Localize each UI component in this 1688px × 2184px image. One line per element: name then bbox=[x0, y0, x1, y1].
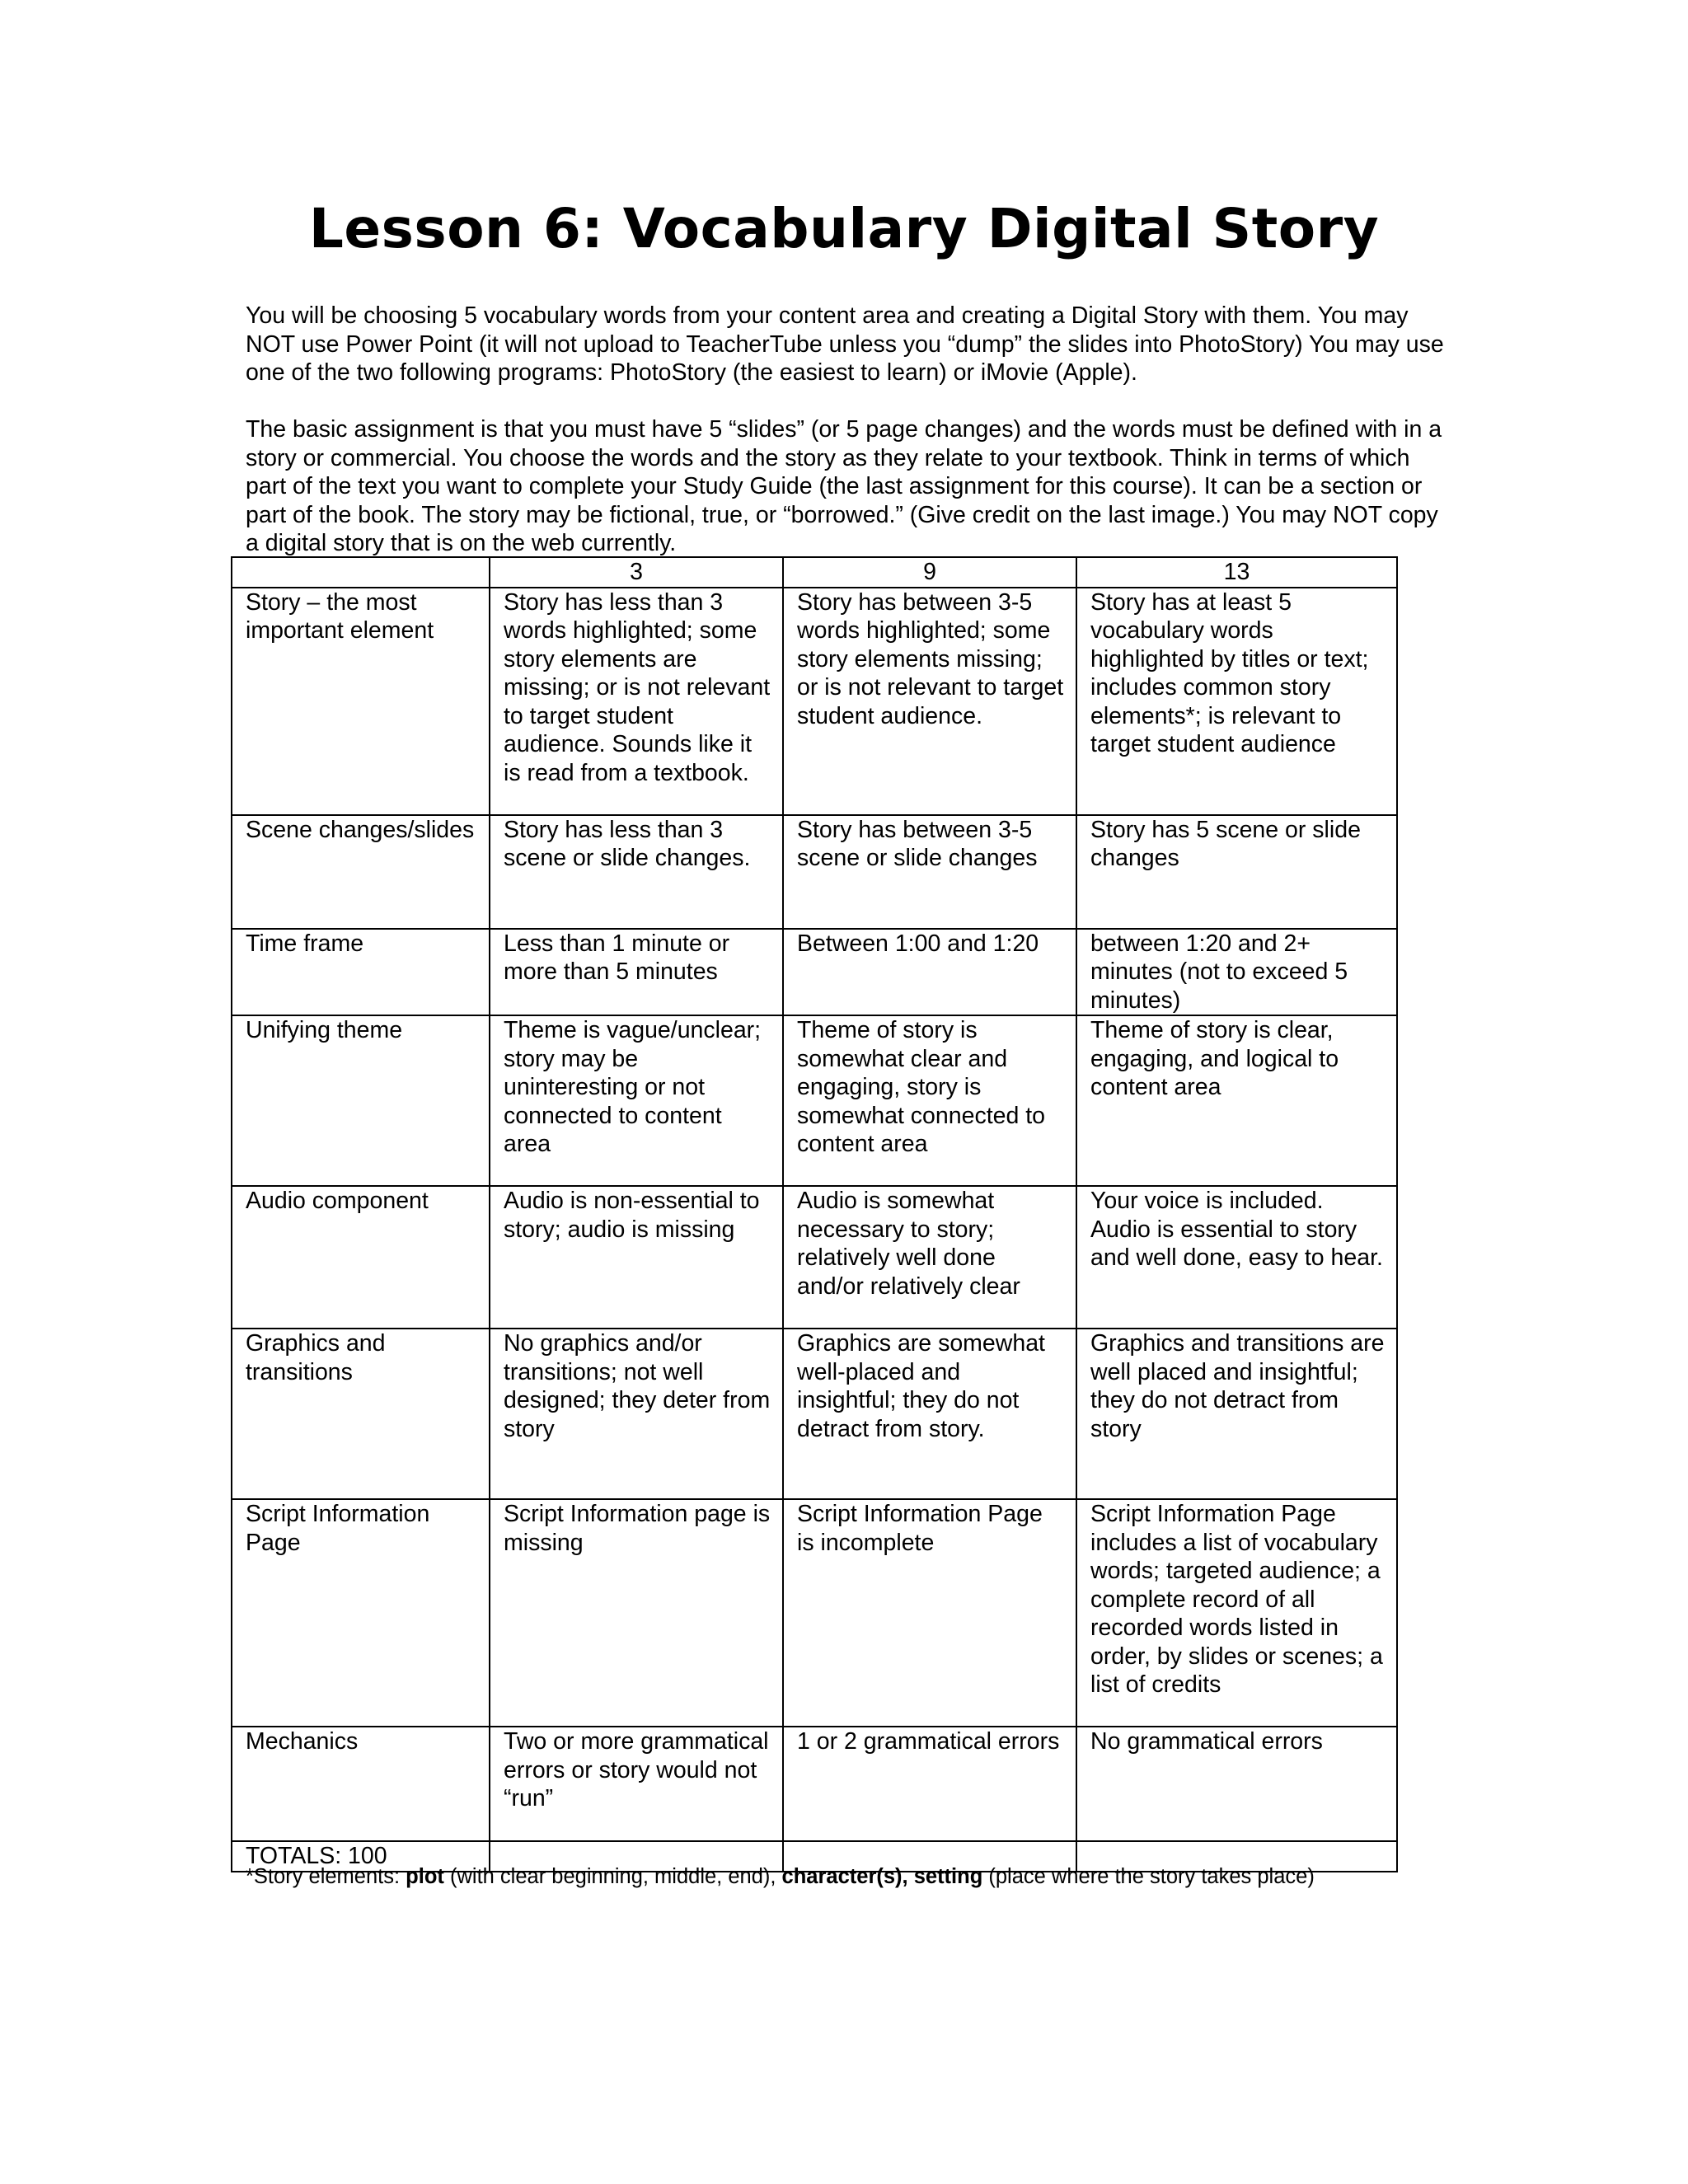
story-elements-footnote bbox=[246, 1864, 1482, 1889]
rubric-header-row bbox=[232, 557, 1397, 588]
criterion-cell: Graphics and transitions bbox=[232, 1329, 490, 1499]
criterion-cell: Story – the most important element bbox=[232, 588, 490, 815]
score-13-cell: Story has at least 5 vocabulary words highlighted by titles or text; includes common story elements*; is relevant to target student audience bbox=[1076, 588, 1397, 815]
score-3-cell: Script Information page is missing bbox=[490, 1499, 783, 1727]
header-criterion bbox=[232, 557, 490, 588]
score-9-cell: Script Information Page is incomplete bbox=[783, 1499, 1076, 1727]
score-9-cell: 1 or 2 grammatical errors bbox=[783, 1727, 1076, 1841]
score-9-cell: Theme of story is somewhat clear and engaging, story is somewhat connected to content area bbox=[783, 1015, 1076, 1186]
rubric-row-scene-changes bbox=[232, 815, 1397, 929]
header-score-13: 13 bbox=[1076, 557, 1397, 588]
rubric-row-script-info bbox=[232, 1499, 1397, 1727]
intro-paragraph-2: The basic assignment is that you must have 5 “slides” (or 5 page changes) and the words must be defined with in a story or commercial. You choose the words and the story as they relate to your textbook. Think in terms of which part of the text you want to complete your Study Guide (the last assignment for this course). It can be a section or part of the book. The story may be fictional, true, or “borrowed.” (Give credit on the last image.) You may NOT copy a digital story that is on the web currently. bbox=[246, 416, 1442, 556]
score-3-cell: Less than 1 minute or more than 5 minutes bbox=[490, 929, 783, 1016]
score-3-cell: Theme is vague/unclear; story may be uninteresting or not connected to content area bbox=[490, 1015, 783, 1186]
footnote-term-plot: plot bbox=[406, 1865, 444, 1888]
score-9-cell: Audio is somewhat necessary to story; relatively well done and/or relatively clear bbox=[783, 1186, 1076, 1329]
score-13-cell: Story has 5 scene or slide changes bbox=[1076, 815, 1397, 929]
rubric-row-mechanics bbox=[232, 1727, 1397, 1841]
footnote-text-1: (with clear beginning, middle, end), bbox=[443, 1865, 782, 1888]
rubric-table bbox=[231, 556, 1398, 1872]
criterion-cell: Mechanics bbox=[232, 1727, 490, 1841]
rubric-row-time-frame bbox=[232, 929, 1397, 1016]
score-9-cell: Story has between 3-5 scene or slide changes bbox=[783, 815, 1076, 929]
criterion-cell: Unifying theme bbox=[232, 1015, 490, 1186]
score-13-cell: between 1:20 and 2+ minutes (not to exceed 5 minutes) bbox=[1076, 929, 1397, 1016]
intro-paragraph-1: You will be choosing 5 vocabulary words from your content area and creating a Digital Story with them. You may NOT use Power Point (it will not upload to TeacherTube unless you “dump” the slides into PhotoStory) You may use one of the two following programs: PhotoStory (the easiest to learn) or iMovie (Apple). bbox=[246, 302, 1444, 386]
score-13-cell: Script Information Page includes a list of vocabulary words; targeted audience; a complete record of all recorded words listed in order, by slides or scenes; a list of credits bbox=[1076, 1499, 1397, 1727]
rubric-row-audio bbox=[232, 1186, 1397, 1329]
criterion-cell: Scene changes/slides bbox=[232, 815, 490, 929]
rubric-row-story bbox=[232, 588, 1397, 815]
score-13-cell: No grammatical errors bbox=[1076, 1727, 1397, 1841]
footnote-term-character-setting: character(s), setting bbox=[781, 1865, 983, 1888]
score-9-cell: Between 1:00 and 1:20 bbox=[783, 929, 1076, 1016]
score-9-cell: Graphics are somewhat well-placed and insightful; they do not detract from story. bbox=[783, 1329, 1076, 1499]
criterion-cell: Time frame bbox=[232, 929, 490, 1016]
score-13-cell: Theme of story is clear, engaging, and logical to content area bbox=[1076, 1015, 1397, 1186]
score-3-cell: Audio is non-essential to story; audio is missing bbox=[490, 1186, 783, 1329]
score-3-cell: Story has less than 3 scene or slide changes. bbox=[490, 815, 783, 929]
score-3-cell: No graphics and/or transitions; not well designed; they deter from story bbox=[490, 1329, 783, 1499]
score-13-cell: Your voice is included. Audio is essential to story and well done, easy to hear. bbox=[1076, 1186, 1397, 1329]
score-3-cell: Two or more grammatical errors or story would not “run” bbox=[490, 1727, 783, 1841]
header-score-9: 9 bbox=[783, 557, 1076, 588]
page-title: Lesson 6: Vocabulary Digital Story bbox=[308, 197, 1380, 260]
rubric-row-graphics bbox=[232, 1329, 1397, 1499]
criterion-cell: Script Information Page bbox=[232, 1499, 490, 1727]
criterion-cell: Audio component bbox=[232, 1186, 490, 1329]
footnote-prefix: *Story elements: bbox=[246, 1865, 406, 1888]
rubric-row-unifying-theme bbox=[232, 1015, 1397, 1186]
footnote-text-2: (place where the story takes place) bbox=[982, 1865, 1315, 1888]
score-13-cell: Graphics and transitions are well placed and insightful; they do not detract from story bbox=[1076, 1329, 1397, 1499]
header-score-3: 3 bbox=[490, 557, 783, 588]
score-3-cell: Story has less than 3 words highlighted; some story elements are missing; or is not relevant to target student audience. Sounds like it is read from a textbook. bbox=[490, 588, 783, 815]
totals-label: TOTALS: 100 bbox=[232, 1841, 490, 1872]
score-9-cell: Story has between 3-5 words highlighted; some story elements missing; or is not relevant to target student audience. bbox=[783, 588, 1076, 815]
